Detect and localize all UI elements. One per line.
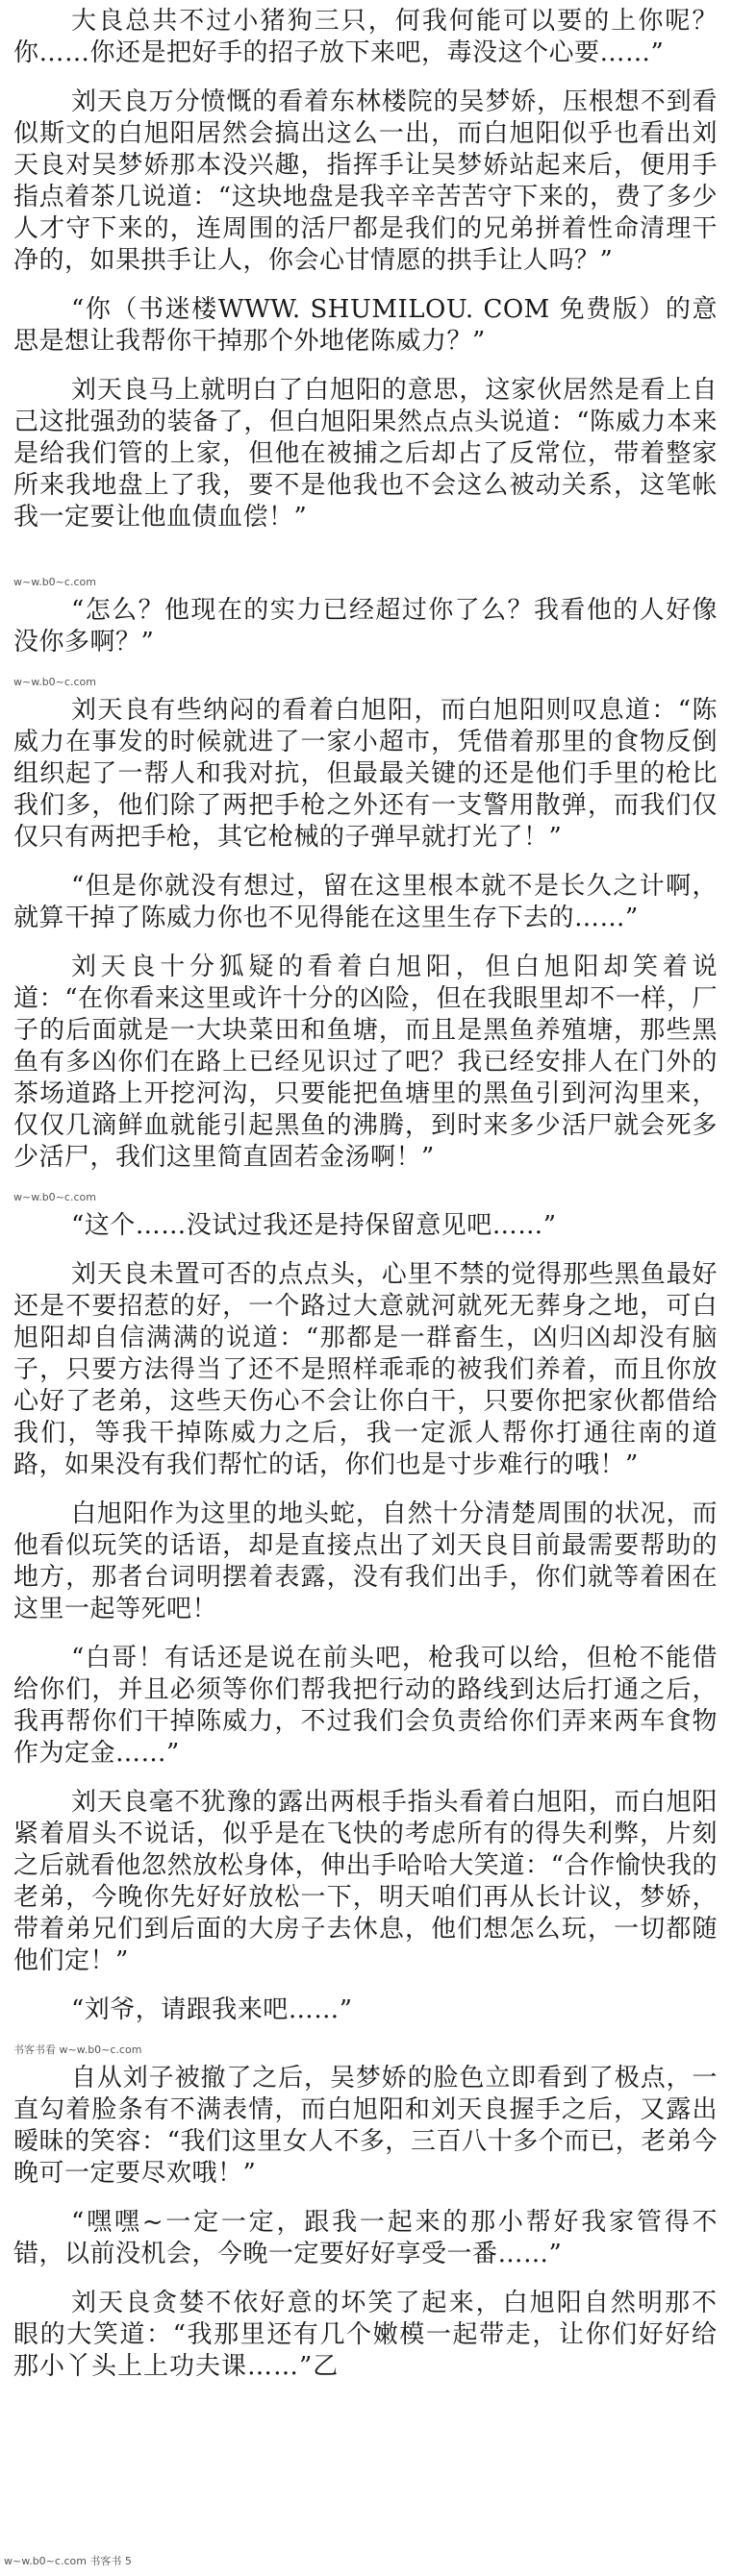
paragraph-14: “刘爷，请跟我来吧……” (71, 1995, 353, 2024)
paragraph-17: 刘天良贪婪不依好意的坏笑了起来，白旭阳自然明那不眼的大笑道：“我那里还有几个嫩模一起带走，让你们好好给那小丫头上上功夫课……”乙 (13, 2289, 718, 2381)
paragraph-4: 刘天良马上就明白了白旭阳的意思，这家伙居然是看上自己这批强劲的装备了，但白旭阳果然点点头说道：“陈威力本来是给我们管的上家，但他在被捕之后却占了反常位，带着整家所来我地盘上了我，要不是他我也不会这么被动关系，这笔帐我一定要让他血债血偿！” (13, 376, 718, 532)
paragraph-9: “这个……没试过我还是持保留意见吧……” (71, 1211, 557, 1240)
watermark-2: w~w.b0~c.com (13, 676, 96, 688)
paragraph-1: 大良总共不过小猪狗三只，何我何能可以要的上你呢？你……你还是把好手的招子放下来吧，毒没这个心要……” (13, 7, 718, 67)
paragraph-15: 自从刘子被撤了之后，吴梦娇的脸色立即看到了极点，一直勾着脸条有不满表情，而白旭阳和刘天良握手之后，又露出暧昧的笑容：“我们这里女人不多，三百八十多个而已，老弟今晚可一定要尽欢哦！” (13, 2064, 718, 2188)
paragraph-7: “但是你就没有想过，留在这里根本就不是长久之计啊，就算干掉了陈威力你也不见得能在这里生存下去的……” (13, 872, 718, 932)
watermark-bottom: w~w.b0~c.com 书客书 5 (4, 2555, 132, 2567)
watermark-4: 书客书看 w~w.b0~c.com (13, 2043, 142, 2056)
watermark-1: w~w.b0~c.com (13, 576, 96, 588)
paragraph-2: 刘天良万分愤慨的看着东林楼院的吴梦娇，压根想不到看似斯文的白旭阳居然会搞出这么一出，而白旭阳似乎也看出刘天良对吴梦娇那本没兴趣，指挥手让吴梦娇站起来后，便用手指点着茶几说道：“这块地盘是我辛辛苦苦守下来的，费了多少人才守下来的，连周围的活尸都是我们的兄弟拼着性命清理干净的，如果拱手让人，你会心甘情愿的拱手让人吗？” (13, 87, 718, 275)
paragraph-10: 刘天良未置可否的点点头，心里不禁的觉得那些黑鱼最好还是不要招惹的好，一个路过大意就河就死无葬身之地，可白旭阳却自信满满的说道：“那都是一群畜生，凶归凶却没有脑子，只要方法得当了还不是照样乖乖的被我们养着，而且你放心好了老弟，这些天伤心不会让你白干，只要你把家伙都借给我们，等我干掉陈威力之后，我一定派人帮你打通往南的道路，如果没有我们帮忙的话，你们也是寸步难行的哦！” (13, 1260, 718, 1479)
paragraph-3: “你（书迷楼WWW. SHUMILOU. COM 免费版）的意思是想让我帮你干掉那个外地佬陈威力？” (13, 295, 718, 356)
paragraph-16: “嘿嘿~一定一定，跟我一起来的那小帮好我家管得不错，以前没机会，今晚一定要好好享受一番……” (13, 2208, 718, 2268)
paragraph-8: 刘天良十分狐疑的看着白旭阳，但白旭阳却笑着说道：“在你看来这里或许十分的凶险，但在我眼里却不一样，厂子的后面就是一大块菜田和鱼塘，而且是黑鱼养殖塘，那些黑鱼有多凶你们在路上已经见识过了吧？我已经安排人在门外的茶场道路上开挖河沟，只要能把鱼塘里的黑鱼引到河沟里来，仅仅几滴鲜血就能引起黑鱼的沸腾，到时来多少活尸就会死多少活尸，我们这里简直固若金汤啊！” (13, 953, 718, 1172)
paragraph-6: 刘天良有些纳闷的看着白旭阳，而白旭阳则叹息道：“陈威力在事发的时候就进了一家小超市，凭借着那里的食物反倒组织起了一帮人和我对抗，但最最关键的还是他们手里的枪比我们多，他们除了两把手枪之外还有一支警用散弹，而我们仅仅只有两把手枪，其它枪械的子弹早就打光了！” (13, 696, 718, 852)
paragraph-13: 刘天良毫不犹豫的露出两根手指头看着白旭阳，而白旭阳紧着眉头不说话，似乎是在飞快的考虑所有的得失利弊，片刻之后就看他忽然放松身体，伸出手哈哈大笑道：“合作愉快我的老弟，今晚你先好好放松一下，明天咱们再从长计议，梦娇，带着弟兄们到后面的大房子去休息，他们想怎么玩，一切都随他们定！” (13, 1788, 718, 1975)
watermark-3: w~w.b0~c.com (13, 1191, 96, 1203)
paragraph-11: 白旭阳作为这里的地头蛇，自然十分清楚周围的状况，而他看似玩笑的话语，却是直接点出了刘天良目前最需要帮助的地方，那者台词明摆着表露，没有我们出手，你们就等着困在这里一起等死吧！ (13, 1499, 718, 1623)
paragraph-5: “怎么？他现在的实力已经超过你了么？我看他的人好像没你多啊？” (13, 596, 718, 656)
paragraph-12: “白哥！有话还是说在前头吧，枪我可以给，但枪不能借给你们，并且必须等你们帮我把行动的路线到达后打通之后，我再帮你们干掉陈威力，不过我们会负责给你们弄来两车食物作为定金……” (13, 1644, 718, 1768)
